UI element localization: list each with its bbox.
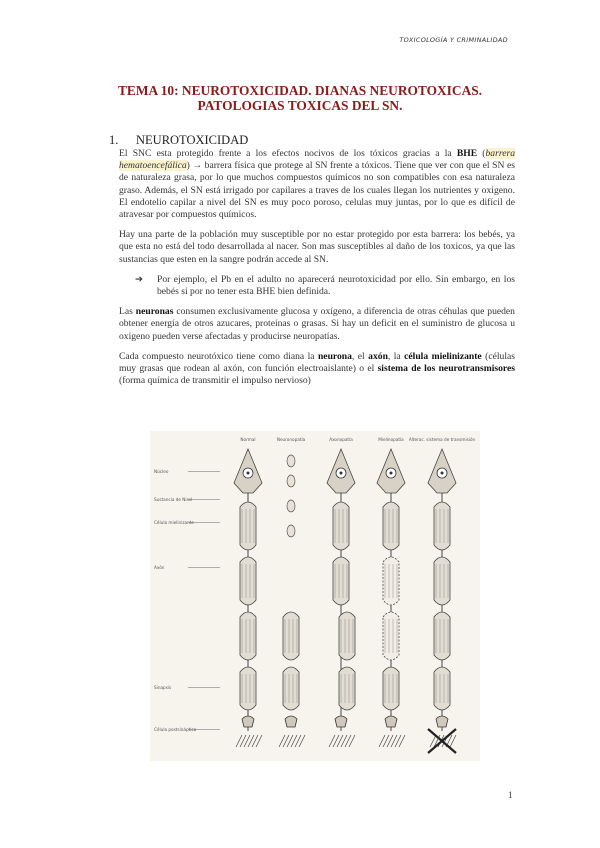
title-line-2: PATOLOGIAS TOXICAS DEL SN. xyxy=(197,98,403,113)
structure-label: Sinapsis xyxy=(154,685,172,690)
nucleolus-icon xyxy=(247,472,250,475)
paragraph-bebes: Hay una parte de la población muy susceptible por no estar protegido por esta barrera: los bebés, ya que esta no está del todo desarrollada al nacer. Son mas susceptibles al daño de los toxicos, ya que las sustancias que esten en la sangre podrán accede al SN. xyxy=(119,229,515,265)
myelin-segment xyxy=(339,667,355,710)
body-text xyxy=(119,148,515,395)
myelin-segment xyxy=(339,612,355,660)
column-header: Normal xyxy=(240,437,256,442)
bullet-text: Por ejemplo, el Pb en el adulto no aparecerá neurotoxicidad por ello. Sin embargo, en los bebés si por no tener esta BHE bien definida. xyxy=(157,273,515,298)
neuropathy-diagram xyxy=(150,431,480,761)
bold-term: axón xyxy=(368,350,388,362)
myelin-segment xyxy=(333,502,349,550)
degenerated-fragment xyxy=(287,525,295,537)
running-header: TOXICOLOGÍA Y CRIMINALIDAD xyxy=(399,36,508,44)
section-title: NEUROTOXICIDAD xyxy=(136,133,249,147)
degenerated-fragment xyxy=(287,500,295,512)
myelin-segment xyxy=(283,612,299,660)
highlighted-term: barrera hematoencefálica xyxy=(119,148,515,172)
myelin-segment xyxy=(383,557,399,605)
paragraph-dianas xyxy=(119,351,515,388)
text-run: (células muy grasas que rodean al axón, con función electroaislante) o el xyxy=(119,350,515,375)
neuropathy-figure xyxy=(150,431,480,761)
text-run: ( xyxy=(477,148,486,159)
myelin-segment xyxy=(434,502,450,550)
myelin-segment xyxy=(434,612,450,660)
myelin-segment xyxy=(383,502,399,550)
column-header: Mielinopatía xyxy=(378,437,404,442)
text-run: Cada compuesto neurotóxico tiene como diana la xyxy=(119,350,318,362)
bullet-item xyxy=(119,274,515,298)
bold-term: sistema de los neurotransmisores xyxy=(377,363,515,375)
text-run: (forma química de transmitir el impulso nervioso) xyxy=(119,375,311,387)
arrow-icon: ➔ xyxy=(135,273,144,285)
section-heading xyxy=(109,133,248,148)
bold-term: BHE xyxy=(456,148,478,159)
synapse-terminal xyxy=(436,716,448,727)
structure-label: Sustancia de Nissl xyxy=(154,497,193,502)
myelin-segment xyxy=(383,612,399,660)
title-line-1: TEMA 10: NEUROTOXICIDAD. DIANAS NEUROTOXICAS. xyxy=(117,83,483,98)
page-title xyxy=(0,83,600,113)
column-header: Axonopatía xyxy=(329,437,353,442)
myelin-segment xyxy=(240,557,256,605)
text-run: Las xyxy=(119,306,136,318)
myelin-segment xyxy=(240,667,256,710)
myelin-segment xyxy=(240,612,256,660)
text-run: , la xyxy=(387,350,405,362)
nucleolus-icon xyxy=(390,472,393,475)
myelin-segment xyxy=(434,557,450,605)
structure-label: Célula mielinizante xyxy=(154,520,194,525)
structure-label: Axón xyxy=(154,565,165,570)
paragraph-bhe xyxy=(119,148,515,221)
synapse-terminal xyxy=(335,716,347,727)
degenerated-fragment xyxy=(287,475,295,487)
page-number: 1 xyxy=(508,790,513,800)
column-header: Neuronopatía xyxy=(276,437,306,442)
text-run: , el xyxy=(351,350,369,362)
column-header: Alterac. sistema de transmisión xyxy=(408,437,476,442)
text-run: ) → barrera física que protege al SN frente a tóxicos. Tiene que ver con que el SN es de naturaleza grasa, por lo que muchos compuestos químicos no son compatibles con esa naturaleza graso. Además, el SN está irrigado por capilares a traves de los cuales llegan los nutrientes y oxigeno. El endotelio capilar a nivel del SN es muy poco poroso, celulas muy juntas, por lo que es difícil de atravesar por compuestos químicos. xyxy=(119,160,515,221)
myelin-segment xyxy=(240,502,256,550)
bold-term: neurona xyxy=(317,350,352,362)
degenerated-fragment xyxy=(287,455,295,467)
myelin-segment xyxy=(383,667,399,710)
bold-term: neuronas xyxy=(135,306,174,318)
nucleolus-icon xyxy=(340,472,343,475)
myelin-segment xyxy=(333,557,349,605)
paragraph-neuronas xyxy=(119,306,515,343)
synapse-terminal xyxy=(242,716,254,727)
text-run: El SNC esta protegido frente a los efectos nocivos de los tóxicos gracias a la xyxy=(119,148,457,159)
section-number: 1. xyxy=(109,133,119,147)
myelin-segment xyxy=(434,667,450,710)
structure-label: Núcleo xyxy=(154,469,169,474)
synapse-terminal xyxy=(285,716,297,727)
synapse-terminal xyxy=(385,716,397,727)
structure-label: Célula postsináptica xyxy=(154,727,197,732)
text-run: consumen exclusivamente glucosa y oxígeno, a diferencia de otras céhulas que pueden obtener energía de otros azucares, proteínas o grasas. Si hay un deficit en el suministro de glucosa u oxigeno pueden verse afectadas y producirse neuropatías. xyxy=(119,306,515,342)
bold-term: célula mielinizante xyxy=(404,350,482,362)
myelin-segment xyxy=(283,667,299,710)
nucleolus-icon xyxy=(441,472,444,475)
